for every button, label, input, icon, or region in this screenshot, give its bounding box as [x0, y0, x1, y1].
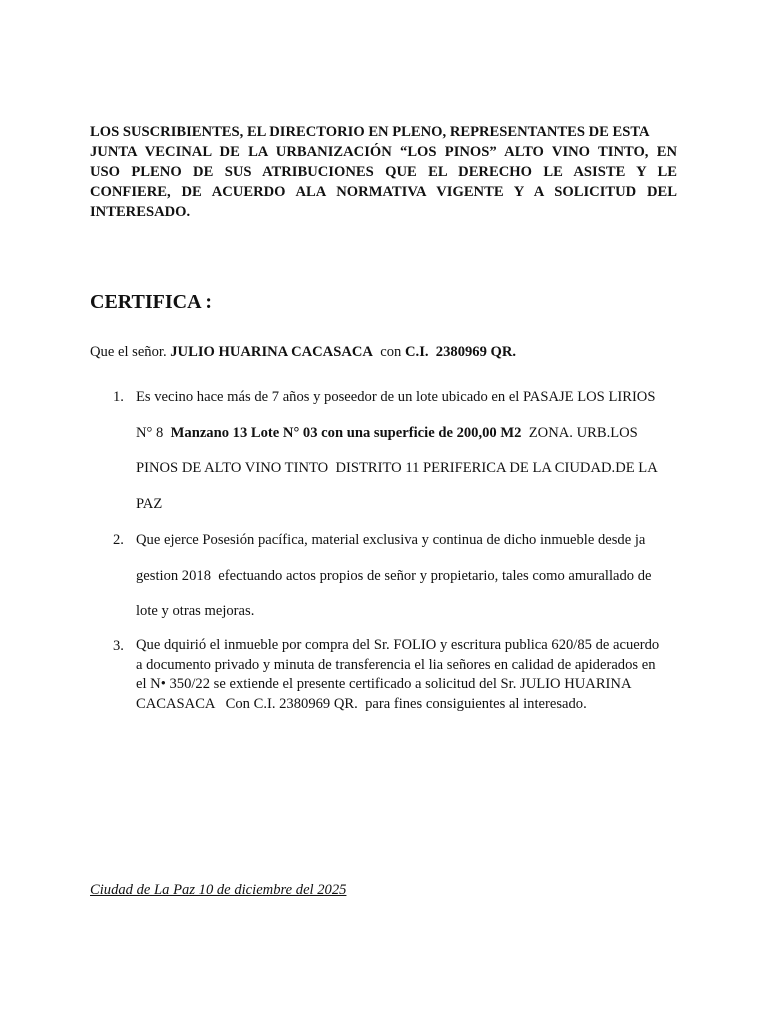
list-item-line: PINOS DE ALTO VINO TINTO DISTRITO 11 PERIFERICA DE LA CIUDAD.DE LA: [136, 460, 658, 477]
list-item-number: 3.: [113, 638, 124, 654]
subject-line: [90, 341, 516, 363]
list-item-number: 2.: [113, 532, 124, 548]
intro-line: USO PLENO DE SUS ATRIBUCIONES QUE EL DERECHO LE ASISTE Y LE: [90, 164, 677, 180]
list-item-number: 1.: [113, 389, 124, 405]
place-date-line: Ciudad de La Paz 10 de diciembre del 2025: [90, 882, 347, 898]
list-item-line: [136, 422, 680, 458]
intro-line: LOS SUSCRIBIENTES, EL DIRECTORIO EN PLENO, REPRESENTANTES DE ESTA: [90, 124, 650, 140]
intro-line: CONFIERE, DE ACUERDO ALA NORMATIVA VIGENTE Y A SOLICITUD DEL: [90, 184, 677, 200]
subject-middle: con: [372, 344, 405, 360]
list-item-line: PAZ: [136, 495, 163, 512]
list-item-body: [136, 529, 680, 636]
lot-number-text: N° 8: [136, 424, 171, 441]
list-item-line: el N• 350/22 se extiende el presente certificado a solicitud del Sr. JULIO HUARINA: [136, 676, 632, 693]
subject-name: JULIO HUARINA CACASACA: [170, 344, 373, 360]
list-item-line: CACASACA Con C.I. 2380969 QR. para fines consiguientes al interesado.: [136, 696, 587, 713]
certifica-heading: CERTIFICA :: [90, 291, 213, 313]
intro-line: JUNTA VECINAL DE LA URBANIZACIÓN “LOS PINOS” ALTO VINO TINTO, EN: [90, 144, 677, 160]
list-item-line: Es vecino hace más de 7 años y poseedor de un lote ubicado en el PASAJE LOS LIRIOS: [136, 389, 656, 405]
list-item-line: Que dquirió el inmueble por compra del Sr. FOLIO y escritura publica 620/85 de acuerdo: [136, 637, 660, 653]
lot-details-text: Manzano 13 Lote N° 03 con una superficie de 200,00 M2: [170, 424, 522, 441]
list-item-line: gestion 2018 efectuando actos propios de señor y propietario, tales como amurallado de: [136, 567, 652, 584]
list-item-body: [136, 386, 680, 528]
zone-text: ZONA. URB.LOS: [521, 424, 638, 441]
list-item-line: lote y otras mejoras.: [136, 603, 255, 620]
subject-ci: C.I. 2380969 QR.: [405, 344, 517, 360]
intro-line: INTERESADO.: [90, 204, 191, 220]
intro-paragraph: [90, 122, 677, 222]
list-item-line: a documento privado y minuta de transferencia el lia señores en calidad de apiderados en: [136, 656, 656, 673]
subject-prefix: Que el señor.: [90, 344, 171, 360]
list-item-line: Que ejerce Posesión pacífica, material exclusiva y continua de dicho inmueble desde ja: [136, 532, 646, 548]
list-item-body: [136, 636, 680, 715]
